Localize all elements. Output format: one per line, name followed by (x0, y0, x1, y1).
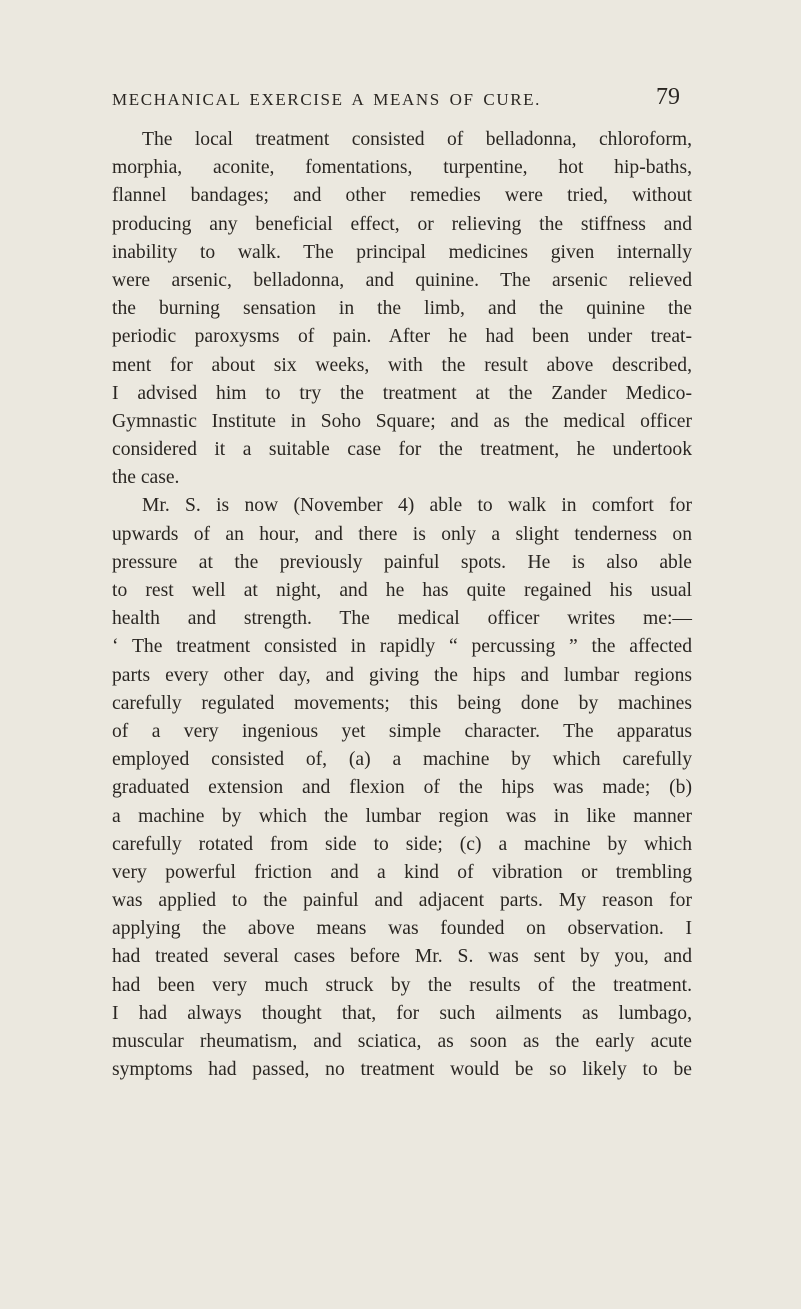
text-line: producing any beneficial effect, or relieving the stiffness and (112, 213, 692, 235)
text-line: parts every other day, and giving the hips and lumbar regions (112, 664, 692, 686)
text-line: carefully regulated movements; this being done by machines (112, 692, 692, 714)
text-line: carefully rotated from side to side; (c) a machine by which (112, 833, 692, 855)
running-head (112, 86, 682, 116)
text-line: I advised him to try the treatment at the Zander Medico- (112, 382, 692, 404)
text-line: periodic paroxysms of pain. After he had been under treat- (112, 326, 692, 348)
text-line: the case. (112, 467, 180, 489)
text-line: pressure at the previously painful spots. He is also able (112, 551, 692, 573)
text-line: I had always thought that, for such ailments as lumbago, (112, 1002, 692, 1024)
text-line: ‘ The treatment consisted in rapidly “ percussing ” the affected (112, 636, 692, 658)
text-line: flannel bandages; and other remedies were tried, without (112, 185, 692, 207)
text-line: employed consisted of, (a) a machine by which carefully (112, 749, 692, 771)
text-line: The local treatment consisted of belladonna, chloroform, (142, 129, 692, 150)
text-line: considered it a suitable case for the treatment, he undertook (112, 439, 692, 461)
text-line: were arsenic, belladonna, and quinine. The arsenic relieved (112, 269, 692, 291)
text-line: symptoms had passed, no treatment would be so likely to be (112, 1059, 692, 1081)
text-line: morphia, aconite, fomentations, turpentine, hot hip-baths, (112, 157, 692, 179)
text-line: to rest well at night, and he has quite regained his usual (112, 580, 692, 601)
text-line: very powerful friction and a kind of vibration or trembling (112, 861, 692, 883)
text-line: had treated several cases before Mr. S. was sent by you, and (112, 946, 692, 968)
text-line: inability to walk. The principal medicines given internally (112, 241, 692, 263)
page-number: 79 (656, 84, 680, 110)
text-line: the burning sensation in the limb, and the quinine the (112, 298, 692, 320)
text-line: of a very ingenious yet simple character. The apparatus (112, 720, 692, 742)
text-line: Gymnastic Institute in Soho Square; and as the medical officer (112, 410, 692, 432)
text-line: health and strength. The medical officer writes me:— (112, 608, 692, 630)
text-line: muscular rheumatism, and sciatica, as soon as the early acute (112, 1031, 692, 1052)
text-line: a machine by which the lumbar region was in like manner (112, 805, 692, 827)
text-line: Mr. S. is now (November 4) able to walk in comfort for (142, 495, 692, 517)
text-line: was applied to the painful and adjacent parts. My reason for (112, 890, 692, 912)
text-line: applying the above means was founded on observation. I (112, 918, 692, 940)
text-line: had been very much struck by the results of the treatment. (112, 974, 692, 996)
text-line: ment for about six weeks, with the result above described, (112, 354, 692, 376)
body-text (112, 126, 692, 1084)
text-line: upwards of an hour, and there is only a slight tenderness on (112, 523, 692, 545)
text-line: graduated extension and flexion of the hips was made; (b) (112, 777, 692, 799)
running-head-title: MECHANICAL EXERCISE A MEANS OF CURE. (112, 90, 542, 109)
